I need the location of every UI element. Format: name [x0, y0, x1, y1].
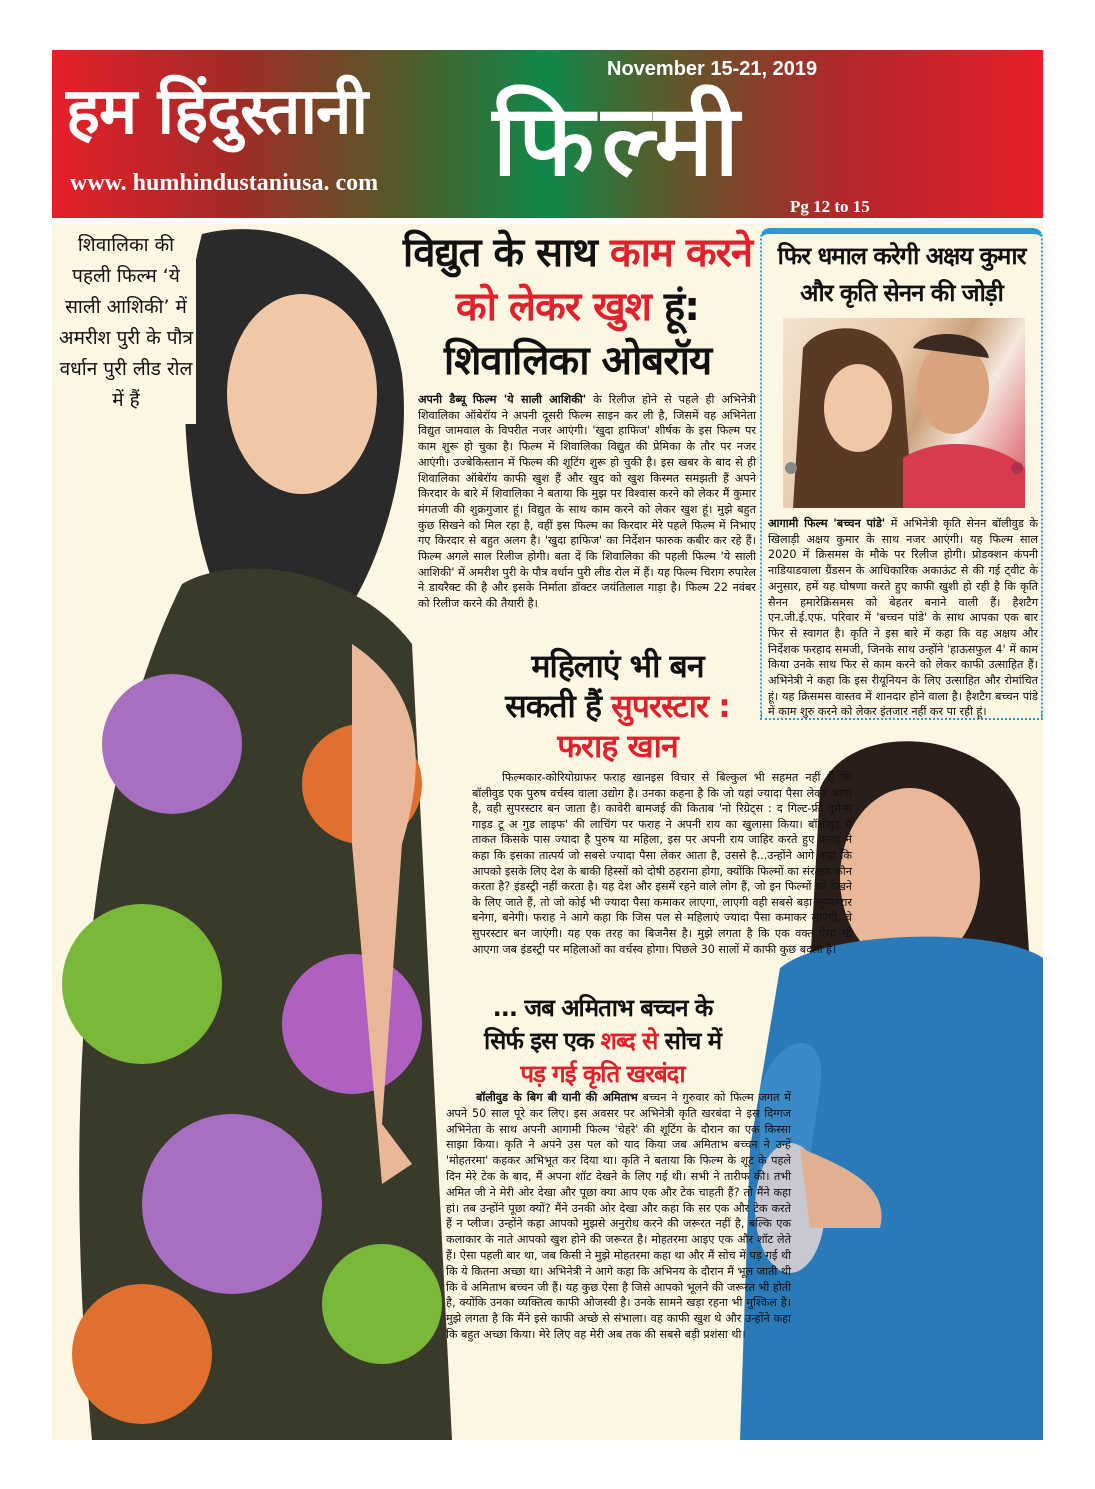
page-range: Pg 12 to 15 [790, 197, 870, 216]
photo-caption: शिवालिका की पहली फिल्म ‘ये साली आशिकी’ में अमरीश पुरी के पौत्र वर्धान पुरी लीड रोल में हैं [56, 230, 196, 424]
article-text: बच्चन ने गुरुवार को फिल्म जगत में अपने 50 साल पूरे कर लिए। इस अवसर पर अभिनेत्री कृति खरबंदा ने इस दिग्गज अभिनेता के साथ अपनी आगामी फिल्म 'चेहरे' की शूटिंग के दौरान का एक किस्सा साझा किया। कृति ने अपने उस पल को याद किया जब अमिताभ बच्चन ने उन्हें 'मोहतरमा' कहकर अभिभूत कर दिया था। कृति ने बताया कि फिल्म के शूट के पहले दिन मेरे टेक के बाद, मैं अपना शॉट देखने के लिए गई थी। सभी ने तारीफ की। तभी अमित जी ने मेरी ओर देखा और पूछा क्या आप एक और टेक चाहती हैं? तो मैंने कहा हां। तब उन्होंने पूछा क्यों? मैंने उनकी ओर देखा और कहा कि सर एक और टेक करते हैं न प्लीज। उन्होंने कहा आपको मुझसे अनुरोध करने की जरूरत नहीं है, बल्कि एक कलाकार के नाते आपको खुश होने की जरूरत है। मोहतरमा आइए एक और शॉट लेते हैं। ऐसा पहली बार था, जब किसी ने मुझे मोहतरमा कहा था और मैं सोच में पड़ गई थी कि ये कितना अच्छा था। अभिनेत्री ने आगे कहा कि अभिनय के दौरान मैं भूल जाती थी कि वे अमिताभ बच्चन जी हैं। यह कुछ ऐसा है जिसे आपको भूलने की जरूरत भी होती है, क्योंकि उनका व्यक्तित्व काफी ओजस्वी है। उनके सामने खड़ा रहना भी मुश्किल है। मुझे लगता है कि मैंने इसे काफी अच्छे से संभाला। वह काफी खुश थे और उन्होंने कहा कि बहुत अच्छा किया। मेरे लिए वह मेरी अब तक की सबसे बड़ी प्रशंसा थी। [446, 1091, 792, 1341]
headline-part: सुपरस्टार : [611, 687, 730, 725]
article-body-kriti-kharbanda [446, 1090, 791, 1343]
article-body-farah: फिल्मकार-कोरियोग्राफर फराह खानइस विचार से बिल्कुल भी सहमत नहीं हैं कि बॉलीवुड एक पुरुष वर्चस्व वाला उद्योग है। उनका कहना है कि जो यहां ज्यादा पैसा लेकर आता है, वही सुपरस्टार बन जाता है। कावेरी बामजई की किताब 'नो रिग्रेट्स : द गिल्ट-फ्री वूमेन्स गाइड टू अ गुड लाइफ' की लाचिंग पर फराह ने अपनी राय का खुलासा किया। बॉलीवुड में ताकत किसके पास ज्यादा है पुरुष या महिला, इस पर अपनी राय जाहिर करते हुए फराह ने कहा कि इसका तात्पर्य जो सबसे ज्यादा पैसा लेकर आता है, उससे है...उन्होंने आगे कहा कि आपको इसके लिए देश के बाकी हिस्सों को दोषी ठहराना होगा, क्योंकि फिल्मों का संरक्षण कौन करता है? इंडस्ट्री नहीं करता है। यह देश और इसमें रहने वाले लोग हैं, जो इन फिल्मों को देखने के लिए जाते हैं, तो जो कोई भी ज्यादा पैसा कमाकर लाएगा, लाएगी वही सबसे बड़ा सुपरस्टार बनेगा, बनेगी। फराह ने आगे कहा कि जिस पल से महिलाएं ज्यादा पैसा कमाकर लाएंगी, वे सुपरस्टार बन जाएंगी। यह एक तरह का बिजनैस है। मुझे लगता है कि एक वक्त ऐसा भी आएगा जब इंडस्ट्री पर महिलाओं का वर्चस्व होगा। पिछले 30 सालों में काफी कुछ बदला है। [472, 771, 852, 956]
article-text: के रिलीज होने से पहले ही अभिनेत्री शिवालिका ऑबेरॉय ने अपनी दूसरी फिल्म साइन कर ली है, जिसमें वह अभिनेता विद्युत जामवाल के विपरीत नजर आएंगी। 'खुदा हाफिज' शीर्षक के इस फिल्म पर काम शुरू हो चुका है। फिल्म में शिवालिका विद्युत की प्रेमिका के तौर पर नजर आएंगी। उज्बेकिस्तान में फिल्म की शूटिंग शुरू हो चुकी है। इस खबर के बाद से ही शिवालिका ऑबेरॉय काफी खुश हैं और खुद को खुश किस्मत समझती हैं अपने किरदार के बारे में शिवालिका ने बताया कि मुझ पर विश्वास करने को लेकर मैं कुमार मंगतजी की शुक्रगुजार हूं। विद्युत के साथ काम करने को लेकर खुश हूं। मुझे बहुत कुछ सिखने को मिल रहा है, वहीं इस फिल्म का किरदार मेरे पहले फिल्म में निभाए गए किरदार से बहुत अलग है। 'खुदा हाफिज' का निर्देशन फारुक कबीर कर रहे हैं। फिल्म अगले साल रिलीज होगी। बता दें कि शिवालिका की पहली फिल्म 'ये साली आशिकी' में अमरीश पुरी के पौत्र वर्धान पुरी लीड रोल में हैं। यह फिल्म चिराग रुपारेल ने डायरैक्ट की है और इसके निर्माता डॉक्टर जयंतिलाल गाड़ा है। फिल्म 22 नवंबर को रिलीज करने की तैयारी है। [418, 393, 756, 611]
headline-kriti-kharbanda [455, 992, 750, 1091]
headline-part: हूं: [650, 284, 700, 330]
article-lead: अपनी डैब्यू फिल्म 'ये साली आशिकी' [418, 393, 587, 406]
article-text: में अभिनेत्री कृति सेनन बॉलीवुड के खिलाड़ी अक्षय कुमार के साथ नजर आएंगी। यह फिल्म साल 2020 में क्रिसमस के मौके पर रिलीज होगी। प्रोडक्शन कंपनी नाडियाडवाला ग्रैंडसन के आधिकारिक अकाऊंट से की गई ट्वीट के अनुसार, हमें यह घोषणा करते हुए काफी खुशी हो रही है कि कृति सैनन हमारेक्रिसमस को बेहतर बनाने वाली हैं। हैशटैग एन.जी.ई.एफ. परिवार में 'बच्चन पांडे' के साथ आपका एक बार फिर से स्वागत है। कृति ने इस बारे में कहा कि वह अक्षय और निर्देशक फरहाद समजी, जिनके साथ उन्होंने 'हाऊसफुल 4' में काम किया उनके साथ फिर से काम करने को लेकर काफी उत्साहित हैं। अभिनेत्री ने कहा कि इस रीयूनियन के लिए उत्साहित और रोमांचित हूं। यह क्रिसमस वास्तव में शानदार होने वाला है। हैशटैग बच्चन पांडे में काम शुरु करने को लेकर इंतजार नहीं कर पा रही हूं। [768, 517, 1038, 719]
headline-part: विद्युत के साथ [402, 230, 610, 276]
headline-part: सिर्फ इस एक [483, 1027, 601, 1055]
headline-part: काम करने [609, 230, 753, 276]
headline-akshay-kriti: फिर धमाल करेगी अक्षय कुमार और कृति सेनन की जोड़ी [777, 242, 1026, 307]
kriti-akshay-photo [783, 318, 1025, 508]
article-lead: बॉलीवुड के बिग बी यानी की अमिताभ [476, 1091, 638, 1104]
section-title: फिल्मी [492, 82, 746, 199]
headline-part: को लेकर खुश [455, 284, 651, 330]
issue-date: November 15-21, 2019 [607, 58, 818, 80]
headline-part: शिवालिका ओबरॉय [443, 338, 712, 384]
brand-logo: हम हिंदुस्तानी [66, 74, 368, 149]
headline-part: शब्द से [600, 1027, 658, 1055]
headline-part: ... जब अमिताभ बच्चन के [492, 994, 713, 1022]
headline-part: सकती हैं [505, 687, 612, 725]
headline-shivaleeka [400, 226, 755, 388]
masthead [52, 50, 1043, 218]
website-url: www. humhindustaniusa. com [70, 170, 379, 196]
headline-farah [480, 646, 755, 766]
headline-part: सोच में [657, 1027, 722, 1055]
article-body-shivaleeka [418, 392, 756, 612]
article-lead: आगामी फिल्म 'बच्चन पांडे' [768, 517, 886, 530]
article-body-akshay-kriti [768, 516, 1038, 720]
headline-part: पड़ गई कृति खरबंदा [520, 1060, 685, 1088]
headline-part: फराह खान [557, 727, 678, 765]
headline-part: महिलाएं भी बन [531, 647, 704, 685]
